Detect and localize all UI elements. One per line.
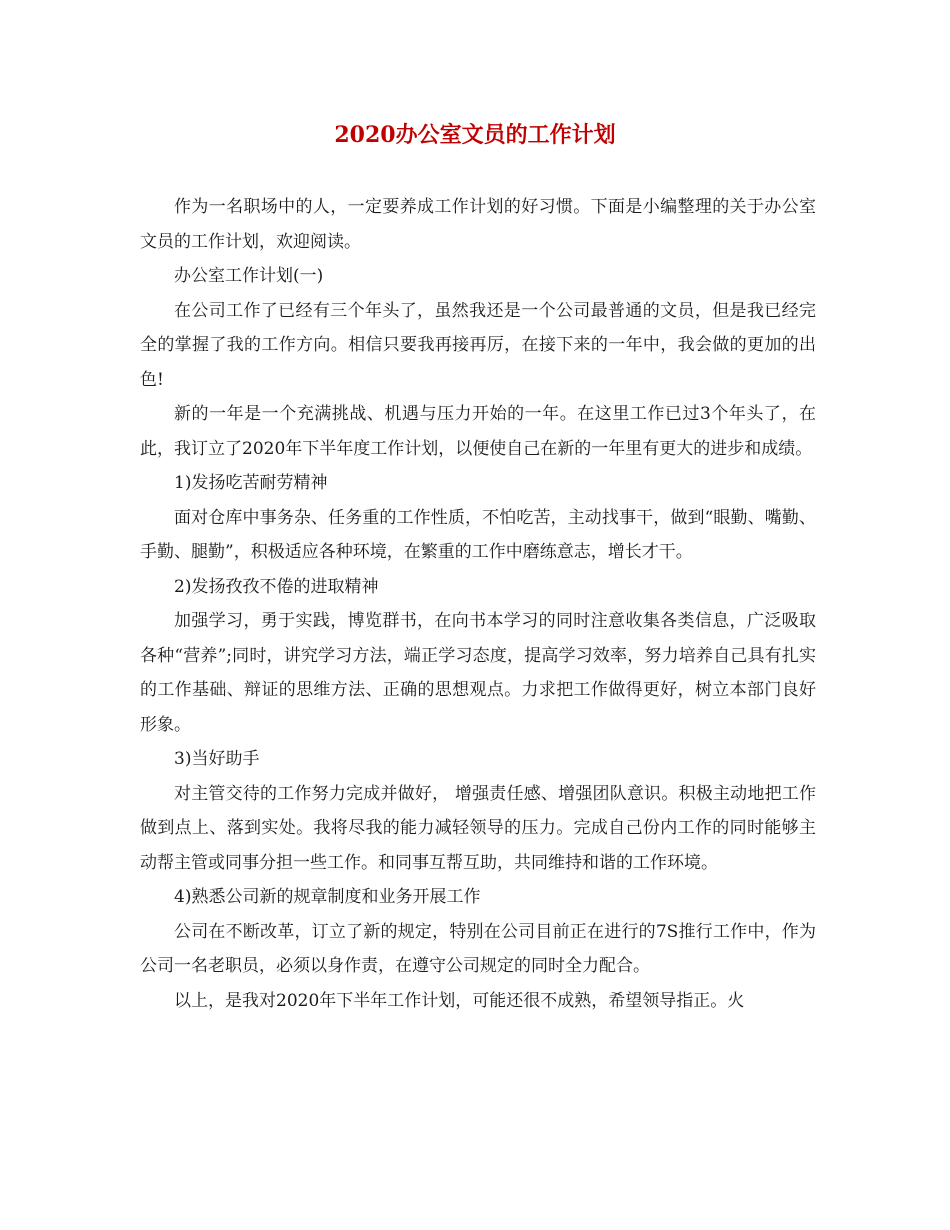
document-body — [140, 190, 816, 1018]
paragraph-intro: 作为一名职场中的人，一定要养成工作计划的好习惯。下面是小编整理的关于办公室文员的工作计划，欢迎阅读。 — [140, 197, 816, 252]
section-heading-plan-one: 办公室工作计划(一) — [174, 266, 324, 286]
paragraph: 加强学习，勇于实践，博览群书，在向书本学习的同时注意收集各类信息，广泛吸取各种“营养”;同时，讲究学习方法，端正学习态度，提高学习效率，努力培养自己具有扎实的工作基础、辩证的思维方法、正确的思想观点。力求把工作做得更好，树立本部门良好形象。 — [140, 611, 816, 735]
paragraph: 面对仓库中事务杂、任务重的工作性质，不怕吃苦，主动找事干，做到“眼勤、嘴勤、手勤、腿勤”，积极适应各种环境，在繁重的工作中磨练意志，增长才干。 — [140, 507, 816, 562]
list-heading-3: 3)当好助手 — [174, 749, 260, 769]
paragraph: 在公司工作了已经有三个年头了，虽然我还是一个公司最普通的文员，但是我已经完全的掌握了我的工作方向。相信只要我再接再厉，在接下来的一年中，我会做的更加的出色! — [140, 300, 816, 390]
list-heading-4: 4)熟悉公司新的规章制度和业务开展工作 — [174, 887, 481, 907]
list-heading-1: 1)发扬吃苦耐劳精神 — [174, 473, 328, 493]
paragraph: 公司在不断改革，订立了新的规定，特别在公司目前正在进行的7S推行工作中，作为公司一名老职员，必须以身作责，在遵守公司规定的同时全力配合。 — [140, 921, 816, 976]
list-heading-2: 2)发扬孜孜不倦的进取精神 — [174, 576, 379, 597]
paragraph: 对主管交待的工作努力完成并做好， 增强责任感、增强团队意识。积极主动地把工作做到点上、落到实处。我将尽我的能力减轻领导的压力。完成自己份内工作的同时能够主动帮主管或同事分担一些工作。和同事互帮互助，共同维持和谐的工作环境。 — [140, 783, 816, 873]
paragraph-closing: 以上，是我对2020年下半年工作计划，可能还很不成熟，希望领导指正。火 — [174, 990, 745, 1011]
document-title: 2020办公室文员的工作计划 — [334, 122, 616, 148]
paragraph: 新的一年是一个充满挑战、机遇与压力开始的一年。在这里工作已过3个年头了，在此，我订立了2020年下半年度工作计划，以便使自己在新的一年里有更大的进步和成绩。 — [140, 404, 816, 459]
